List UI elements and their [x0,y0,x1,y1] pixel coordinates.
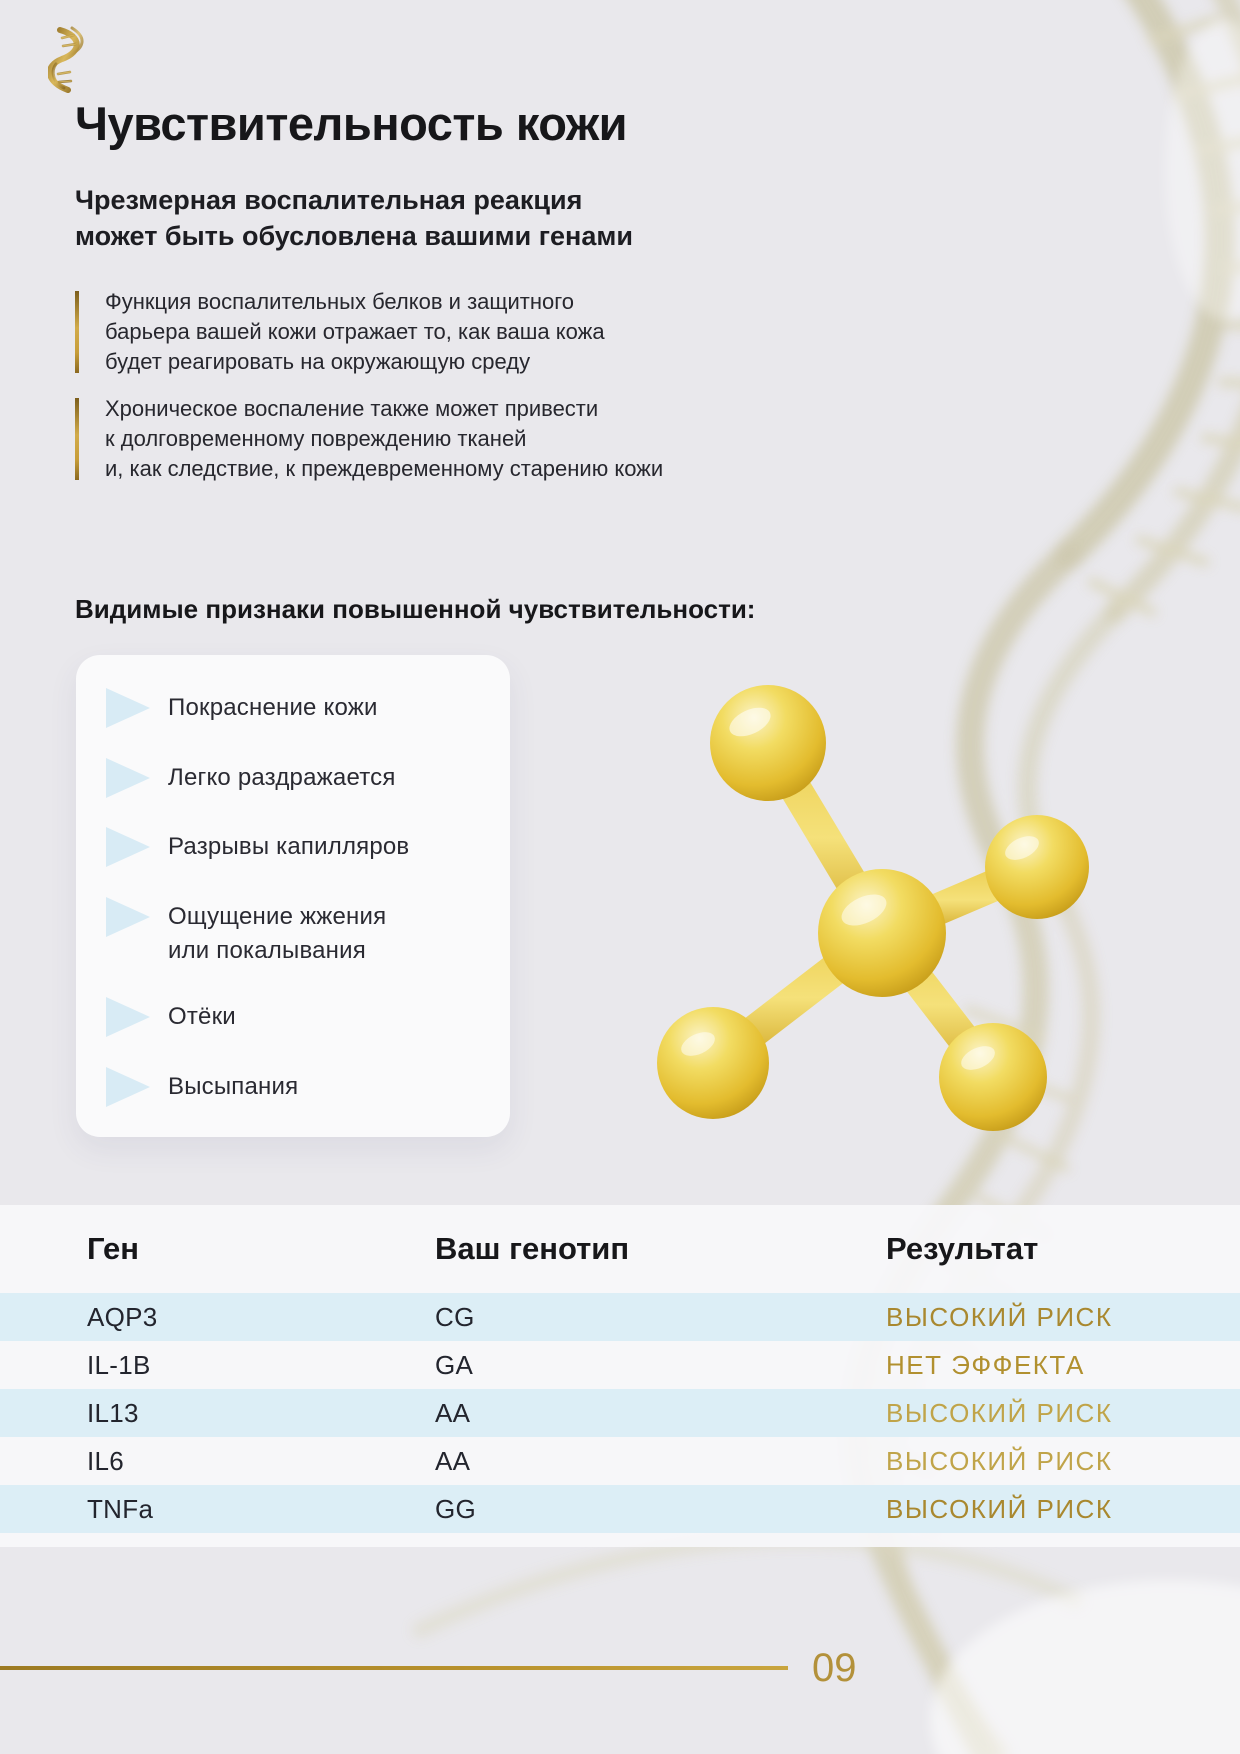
gene-cell: IL6 [87,1445,125,1476]
page-subtitle [75,182,633,254]
list-item [106,691,484,728]
subtitle-line: может быть обусловлена вашими генами [75,221,633,251]
list-item-label: Ощущение жжения или покалывания [168,902,387,964]
list-item-label: Высыпания [168,1072,299,1100]
symptoms-card [76,655,510,1137]
page-title: Чувствительность кожи [75,97,628,150]
subtitle-line: Чрезмерная воспалительная реакция [75,185,583,215]
table-row [0,1341,1240,1389]
genotype-cell: AA [435,1445,471,1476]
paragraph-line: Функция воспалительных белков и защитного [105,289,575,314]
paragraph-line: барьера вашей кожи отражает то, как ваша кожа [105,319,605,344]
list-item-label: Разрывы капилляров [168,833,410,861]
paragraph-line: к долговременному повреждению тканей [105,426,527,451]
gene-cell: AQP3 [87,1301,158,1332]
table-row [0,1293,1240,1341]
list-item [106,830,484,867]
genetics-table [0,1205,1240,1547]
list-item-label: Легко раздражается [168,763,396,791]
brand-dna-logo-icon [48,26,88,96]
genotype-cell: GA [435,1349,474,1380]
paragraph-line: будет реагировать на окружающую среду [105,349,531,374]
footer-divider [0,1666,788,1670]
genotype-cell: GG [435,1493,477,1524]
column-header-gene: Ген [87,1231,139,1266]
list-item [106,1070,484,1107]
intro-paragraph-2 [75,394,663,484]
list-item [106,1000,484,1037]
list-item-label: Отёки [168,1003,236,1031]
table-row [0,1437,1240,1485]
paragraph-line: Хроническое воспаление также может привести [105,396,599,421]
result-cell: ВЫСОКИЙ РИСК [886,1445,1113,1476]
genotype-cell: CG [435,1301,475,1332]
paragraph-line: и, как следствие, к преждевременному старению кожи [105,456,664,481]
genotype-cell: AA [435,1397,471,1428]
gene-cell: IL-1B [87,1349,151,1380]
gene-cell: IL13 [87,1397,139,1428]
intro-paragraph-1 [75,287,605,377]
list-item [106,761,484,798]
symptoms-heading: Видимые признаки повышенной чувствительности: [75,594,756,624]
list-item-label: Покраснение кожи [168,694,378,721]
list-item [106,900,484,968]
table-row [0,1389,1240,1437]
page-number: 09 [812,1646,857,1690]
column-header-result: Результат [886,1231,1039,1266]
triangle-bullet-icon [106,897,150,937]
molecule-image [560,600,1120,1160]
table-header [0,1205,1240,1293]
gene-cell: TNFa [87,1493,154,1524]
triangle-bullet-icon [106,1067,150,1107]
table-row [0,1485,1240,1533]
triangle-bullet-icon [106,688,150,728]
triangle-bullet-icon [106,827,150,867]
result-cell: ВЫСОКИЙ РИСК [886,1493,1113,1524]
result-cell: ВЫСОКИЙ РИСК [886,1397,1113,1428]
result-cell: ВЫСОКИЙ РИСК [886,1301,1113,1332]
result-cell: НЕТ ЭФФЕКТА [886,1349,1085,1380]
column-header-genotype: Ваш генотип [435,1231,630,1266]
triangle-bullet-icon [106,758,150,798]
triangle-bullet-icon [106,997,150,1037]
